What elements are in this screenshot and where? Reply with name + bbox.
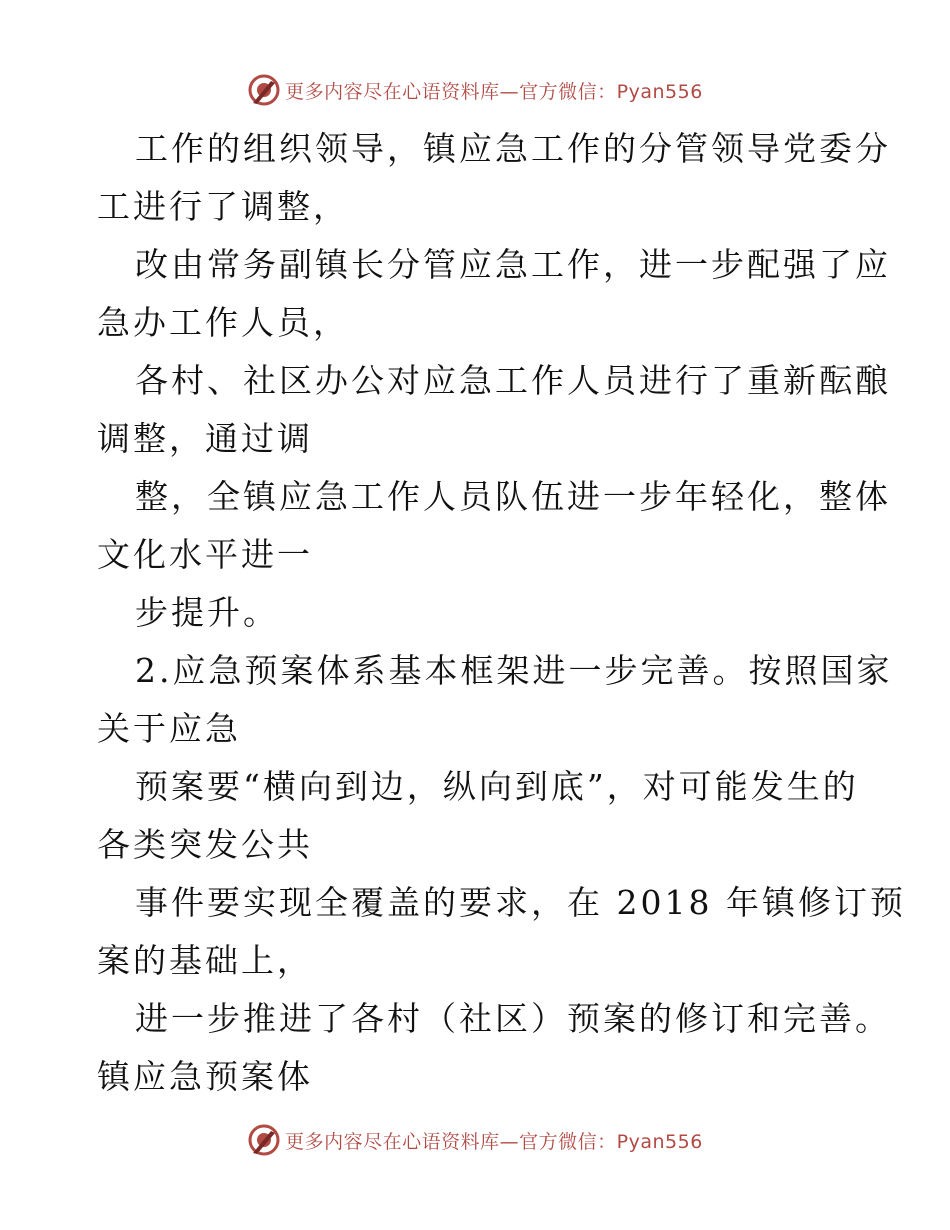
- paragraph-line: 关于应急: [97, 709, 241, 748]
- header-banner-text: 更多内容尽在心语资料库—官方微信：Pyan556: [285, 80, 703, 103]
- paragraph-line: 各村、社区办公对应急工作人员进行了重新酝酿: [135, 361, 891, 400]
- paragraph-line: 预案要“横向到边，纵向到底”，对可能发生的: [135, 767, 859, 806]
- header-banner: [0, 70, 950, 110]
- quill-logo-icon: [247, 73, 281, 107]
- paragraph-line: 工作的组织领导，镇应急工作的分管领导党委分: [135, 129, 891, 168]
- footer-banner: [0, 1120, 950, 1160]
- paragraph-line: 改由常务副镇长分管应急工作，进一步配强了应: [135, 245, 891, 284]
- paragraph-line: 整，全镇应急工作人员队伍进一步年轻化，整体: [135, 477, 891, 516]
- paragraph-line: 镇应急预案体: [97, 1057, 313, 1096]
- paragraph-line: 调整，通过调: [97, 419, 313, 458]
- paragraph-line: 2.应急预案体系基本框架进一步完善。按照国家: [135, 651, 893, 690]
- paragraph-line: 事件要实现全覆盖的要求，在 2018 年镇修订预: [135, 883, 906, 922]
- paragraph-line: 案的基础上，: [97, 941, 313, 980]
- paragraph-line: 工进行了调整，: [97, 187, 349, 226]
- paragraph-line: 进一步推进了各村（社区）预案的修订和完善。: [135, 999, 891, 1038]
- paragraph-line: 急办工作人员，: [97, 303, 349, 342]
- paragraph-line: 文化水平进一: [97, 535, 313, 574]
- paragraph-line: 步提升。: [135, 593, 279, 632]
- footer-banner-text: 更多内容尽在心语资料库—官方微信：Pyan556: [285, 1130, 703, 1153]
- paragraph-line: 各类突发公共: [97, 825, 313, 864]
- document-body: [97, 120, 906, 1106]
- quill-logo-icon: [247, 1123, 281, 1157]
